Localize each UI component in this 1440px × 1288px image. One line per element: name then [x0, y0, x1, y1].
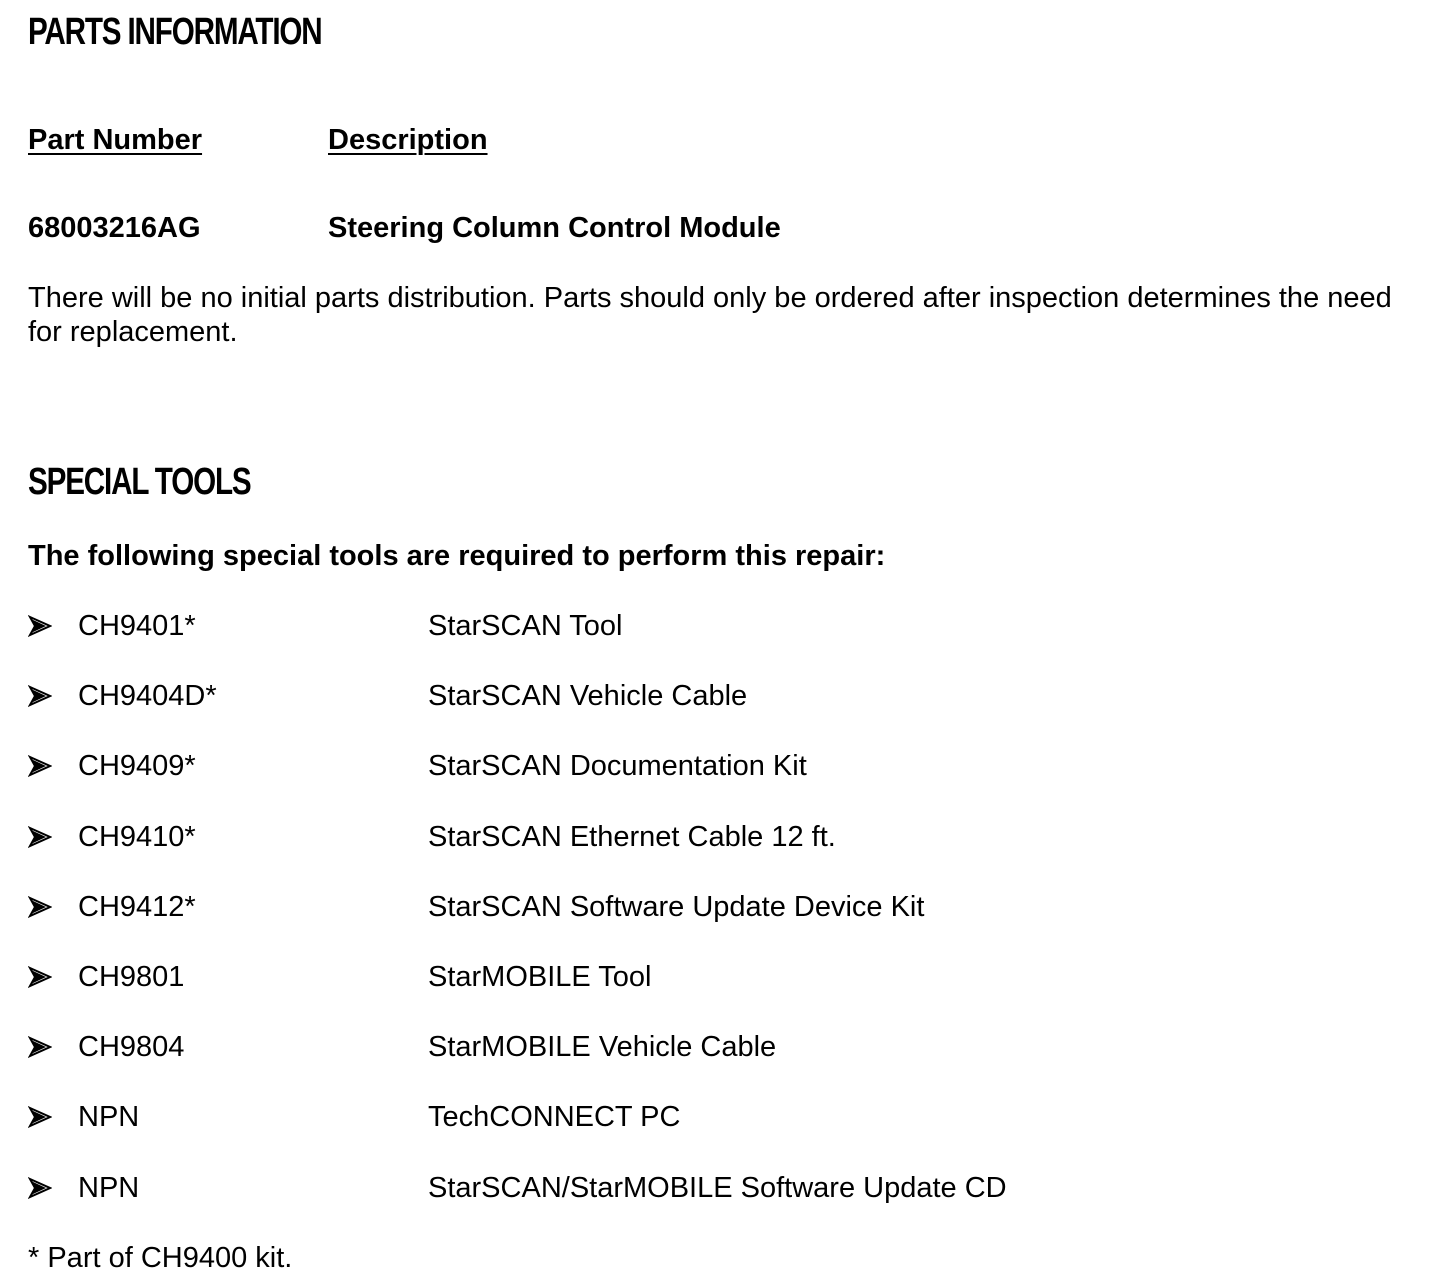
tool-list-item — [28, 960, 1128, 994]
tool-description: StarMOBILE Tool — [428, 961, 652, 993]
tool-code: NPN — [78, 1172, 140, 1204]
arrowhead-bullet-icon — [28, 960, 52, 994]
special-tools-intro: The following special tools are required to perform this repair: — [28, 540, 886, 572]
part-description-value: Steering Column Control Module — [328, 212, 781, 244]
tool-code: NPN — [78, 1101, 140, 1133]
description-column-header: Description — [328, 124, 488, 156]
tool-list-item — [28, 1030, 1128, 1064]
part-number-column-header: Part Number — [28, 124, 203, 156]
arrowhead-bullet-icon — [28, 1030, 52, 1064]
kit-footnote: * Part of CH9400 kit. — [28, 1242, 293, 1274]
tool-list-item — [28, 1171, 1128, 1205]
tool-list-item — [28, 820, 1128, 854]
arrowhead-bullet-icon — [28, 1171, 52, 1205]
tool-description: StarSCAN/StarMOBILE Software Update CD — [428, 1172, 1007, 1204]
parts-distribution-note: There will be no initial parts distribution. Parts should only be ordered after inspection determines the need for replacement. — [28, 282, 1392, 348]
tool-code: CH9404D* — [78, 680, 217, 712]
tool-list-item — [28, 890, 1128, 924]
tool-code: CH9804 — [78, 1031, 185, 1063]
tool-list-item — [28, 609, 1128, 643]
arrowhead-bullet-icon — [28, 609, 52, 643]
tool-code: CH9410* — [78, 821, 196, 853]
part-number-value: 68003216AG — [28, 212, 201, 244]
tool-description: StarSCAN Documentation Kit — [428, 750, 807, 782]
arrowhead-bullet-icon — [28, 679, 52, 713]
tool-code: CH9412* — [78, 891, 196, 923]
special-tools-heading: SPECIAL TOOLS — [28, 461, 251, 503]
tool-description: StarSCAN Ethernet Cable 12 ft. — [428, 821, 836, 853]
arrowhead-bullet-icon — [28, 1100, 52, 1134]
arrowhead-bullet-icon — [28, 890, 52, 924]
tool-list-item — [28, 749, 1128, 783]
parts-information-heading: PARTS INFORMATION — [28, 11, 322, 53]
arrowhead-bullet-icon — [28, 820, 52, 854]
tool-description: StarSCAN Tool — [428, 610, 623, 642]
tool-description: StarSCAN Vehicle Cable — [428, 680, 748, 712]
tool-description: TechCONNECT PC — [428, 1101, 681, 1133]
tool-description: StarMOBILE Vehicle Cable — [428, 1031, 777, 1063]
tool-code: CH9801 — [78, 961, 185, 993]
tool-description: StarSCAN Software Update Device Kit — [428, 891, 925, 923]
tool-list-item — [28, 679, 1128, 713]
tool-code: CH9401* — [78, 610, 196, 642]
arrowhead-bullet-icon — [28, 749, 52, 783]
tool-list-item — [28, 1100, 1128, 1134]
tool-code: CH9409* — [78, 750, 196, 782]
